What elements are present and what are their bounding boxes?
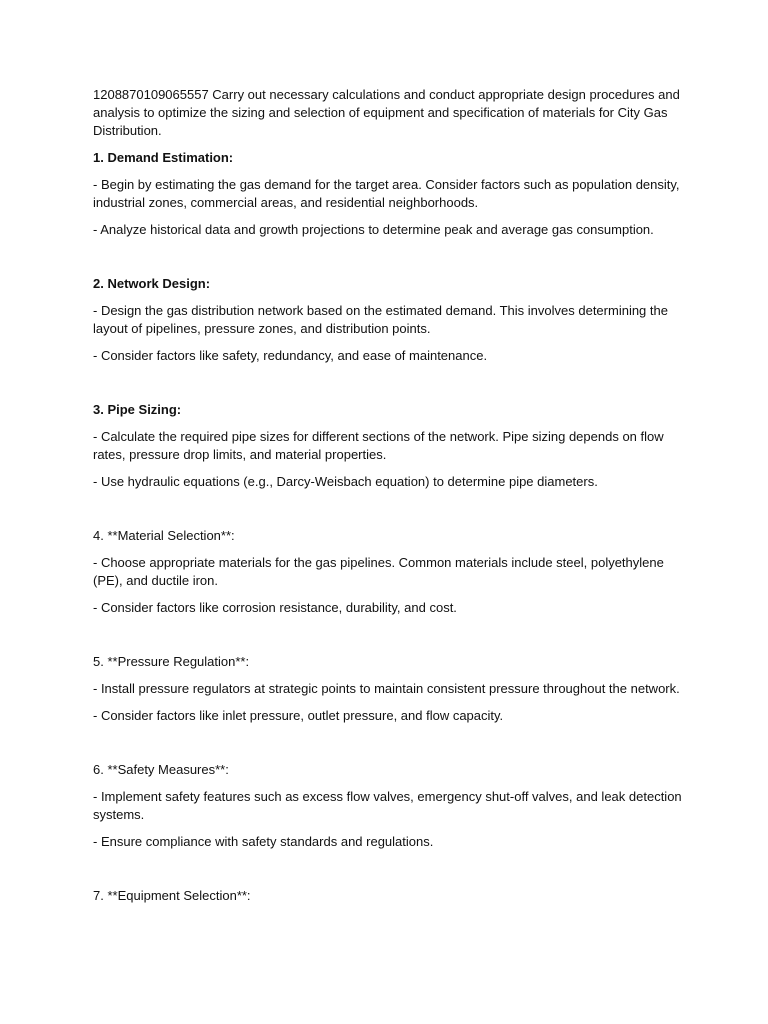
- section-item: - Use hydraulic equations (e.g., Darcy-Weisbach equation) to determine pipe diameters.: [93, 474, 598, 489]
- section-item: - Begin by estimating the gas demand for the target area. Consider factors such as population density, industrial zones, commercial areas, and residential neighborhoods.: [93, 177, 680, 210]
- section-heading-pressure-regulation: 5. **Pressure Regulation**:: [93, 654, 250, 669]
- section-heading-equipment-selection: 7. **Equipment Selection**:: [93, 888, 251, 903]
- section-item: - Ensure compliance with safety standards and regulations.: [93, 834, 434, 849]
- section-item: - Design the gas distribution network based on the estimated demand. This involves determining the layout of pipelines, pressure zones, and distribution points.: [93, 303, 668, 336]
- section-item: - Analyze historical data and growth projections to determine peak and average gas consumption.: [93, 222, 654, 237]
- section-heading-network-design: 2. Network Design:: [93, 276, 211, 291]
- section-item: - Implement safety features such as excess flow valves, emergency shut-off valves, and leak detection systems.: [93, 789, 682, 822]
- section-heading-safety-measures: 6. **Safety Measures**:: [93, 762, 229, 777]
- section-heading-material-selection: 4. **Material Selection**:: [93, 528, 235, 543]
- section-item: - Consider factors like inlet pressure, outlet pressure, and flow capacity.: [93, 708, 504, 723]
- section-item: - Install pressure regulators at strategic points to maintain consistent pressure throughout the network.: [93, 681, 680, 696]
- intro-paragraph: 1208870109065557 Carry out necessary calculations and conduct appropriate design procedures and analysis to optimize the sizing and selection of equipment and specification of materials for City Gas Distribution.: [93, 87, 680, 138]
- section-item: - Calculate the required pipe sizes for different sections of the network. Pipe sizing depends on flow rates, pressure drop limits, and material properties.: [93, 429, 664, 462]
- section-heading-demand-estimation: 1. Demand Estimation:: [93, 150, 234, 165]
- section-item: - Consider factors like corrosion resistance, durability, and cost.: [93, 600, 457, 615]
- section-heading-pipe-sizing: 3. Pipe Sizing:: [93, 402, 182, 417]
- section-item: - Consider factors like safety, redundancy, and ease of maintenance.: [93, 348, 488, 363]
- section-item: - Choose appropriate materials for the gas pipelines. Common materials include steel, polyethylene (PE), and ductile iron.: [93, 555, 664, 588]
- document-page: [93, 86, 683, 914]
